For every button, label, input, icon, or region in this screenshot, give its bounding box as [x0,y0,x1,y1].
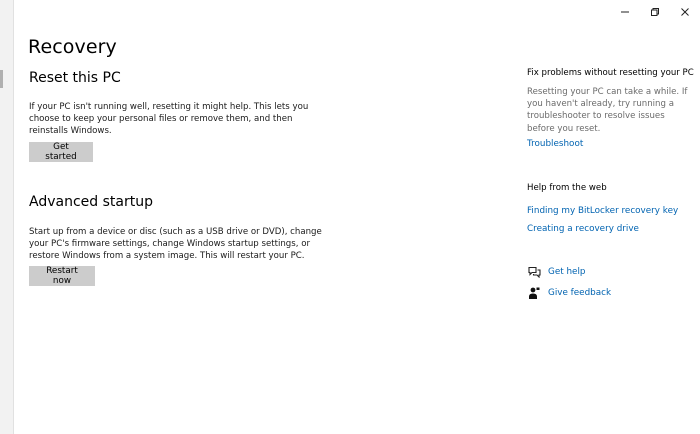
close-icon [680,7,690,17]
get-help-link[interactable]: Get help [548,267,586,277]
troubleshoot-link[interactable]: Troubleshoot [527,139,584,149]
restore-button[interactable] [640,0,670,24]
create-recovery-drive-link[interactable]: Creating a recovery drive [527,224,639,234]
help-from-web-title: Help from the web [527,183,607,193]
bitlocker-recovery-key-link[interactable]: Finding my BitLocker recovery key [527,206,679,216]
close-button[interactable] [670,0,700,24]
fix-problems-description: Resetting your PC can take a while. If you haven't already, try running a troubleshooter to resolve issues before you reset. [527,87,688,134]
reset-description: If your PC isn't running well, resetting it might help. This lets you choose to keep your personal files or remove them, and then reinstalls Windows. [29,102,309,137]
advanced-startup-title: Advanced startup [29,194,153,210]
advanced-startup-description: Start up from a device or disc (such as a USB drive or DVD), change your PC's firmware settings, change Windows startup settings, or restore Windows from a system image. This will restart your PC. [29,227,322,262]
navigation-pane-edge[interactable] [0,0,14,434]
navigation-selection-marker [0,70,3,88]
minimize-icon [620,7,630,17]
fix-problems-title: Fix problems without resetting your PC [527,68,694,78]
restart-now-button[interactable]: Restart now [29,266,95,286]
reset-section-title: Reset this PC [29,70,121,86]
minimize-button[interactable] [610,0,640,24]
get-help-row[interactable] [527,265,586,279]
give-feedback-link[interactable]: Give feedback [548,288,612,298]
get-help-icon [527,265,541,279]
get-started-button[interactable]: Get started [29,142,93,162]
give-feedback-icon [527,286,541,300]
caption-buttons [610,0,700,24]
give-feedback-row[interactable] [527,286,611,300]
page-title: Recovery [28,36,117,58]
restore-icon [650,7,660,17]
